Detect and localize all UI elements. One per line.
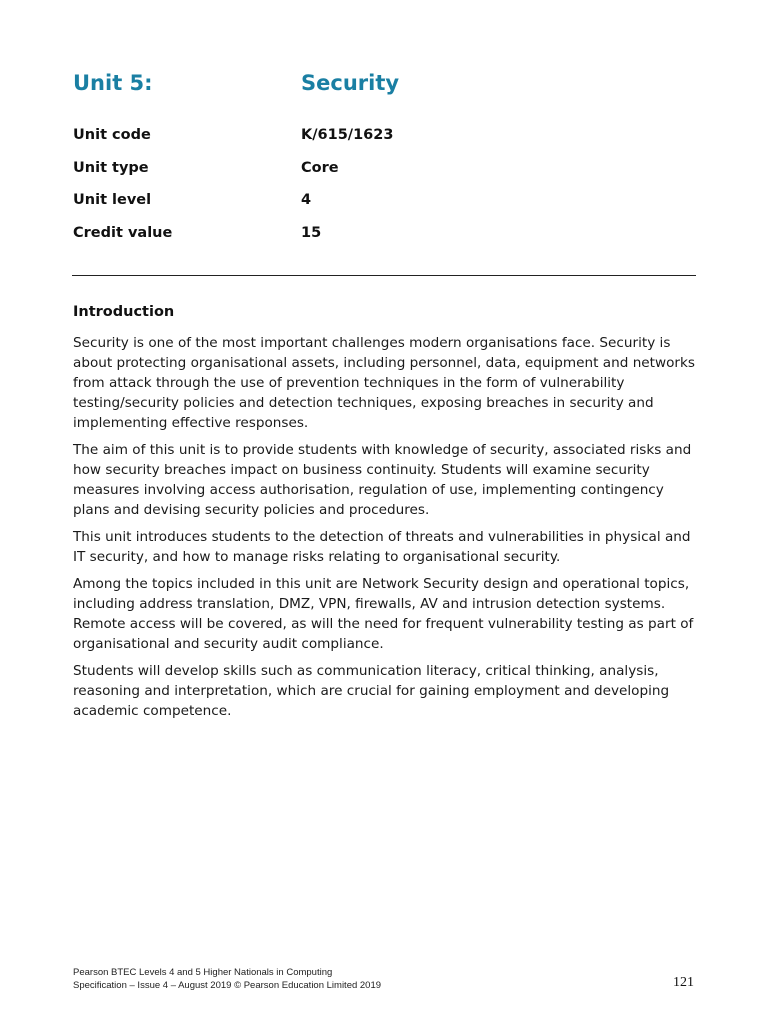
intro-paragraph: This unit introduces students to the detection of threats and vulnerabilities in physical and IT security, and how to manage risks relating to organisational security.	[73, 529, 691, 565]
unit-type-value: Core	[301, 159, 339, 176]
unit-info-table	[73, 123, 696, 253]
unit-code-value: K/615/1623	[301, 127, 394, 143]
footer-publication-title: Pearson BTEC Levels 4 and 5 Higher Nationals in Computing	[73, 967, 333, 978]
unit-code-label: Unit code	[73, 127, 151, 143]
unit-code-row	[73, 123, 696, 156]
page-footer	[73, 966, 696, 996]
credit-value-value: 15	[301, 224, 322, 241]
unit-level-row	[73, 188, 696, 221]
unit-type-label: Unit type	[73, 159, 149, 176]
footer-text	[73, 966, 381, 992]
unit-type-row	[73, 156, 696, 189]
unit-heading	[73, 68, 696, 98]
unit-title: Security	[301, 71, 400, 95]
unit-number: Unit 5:	[73, 71, 153, 95]
unit-level-value: 4	[301, 192, 312, 208]
footer-specification-issue: Specification – Issue 4 – August 2019 © Pearson Education Limited 2019	[73, 980, 382, 991]
unit-level-label: Unit level	[73, 192, 152, 208]
intro-paragraph: Security is one of the most important challenges modern organisations face. Security is about protecting organisational assets, including personnel, data, equipment and networks from attack through the use of prevention techniques in the form of vulnerability testing/security policies and detection techniques, exposing breaches in security and implementing effective responses.	[73, 335, 695, 431]
introduction-heading: Introduction	[73, 304, 175, 320]
intro-paragraph: The aim of this unit is to provide students with knowledge of security, associated risks and how security breaches impact on business continuity. Students will examine security measures involving access authorisation, regulation of use, implementing contingency plans and devising security policies and procedures.	[73, 442, 692, 518]
credit-value-row	[73, 221, 696, 254]
intro-paragraph: Among the topics included in this unit are Network Security design and operational topics, including address translation, DMZ, VPN, firewalls, AV and intrusion detection systems. Remote access will be covered, as will the need for frequent vulnerability testing as part of organisational and security audit compliance.	[73, 576, 694, 652]
section-divider	[72, 275, 696, 276]
page-number: 121	[673, 975, 694, 990]
credit-value-label: Credit value	[73, 224, 173, 241]
introduction-body	[73, 333, 696, 728]
intro-paragraph: Students will develop skills such as communication literacy, critical thinking, analysis, reasoning and interpretation, which are crucial for gaining employment and developing academic competence.	[73, 663, 670, 719]
